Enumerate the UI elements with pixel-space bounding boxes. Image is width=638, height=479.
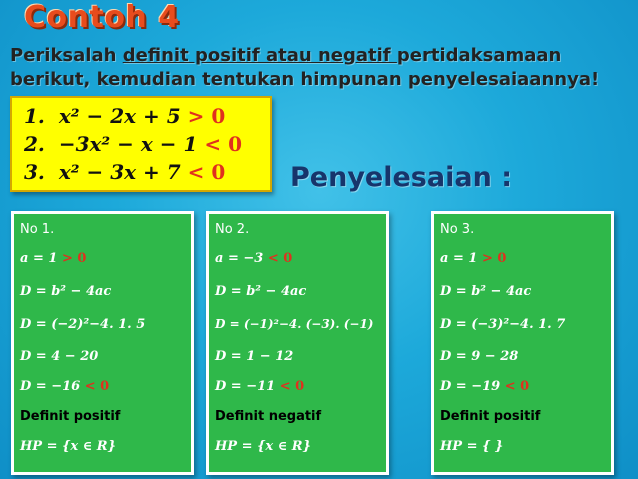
- solution-1-conclusion: Definit positif: [20, 409, 121, 424]
- solution-1-d-result: [20, 379, 109, 394]
- problem-1-number: 1.: [24, 104, 45, 128]
- problem-2-relation: < 0: [204, 132, 243, 156]
- solution-1-d-formula: D = b² − 4ac: [20, 284, 112, 299]
- problem-3-relation: < 0: [187, 160, 226, 184]
- solution-1-a-value: a = 1: [20, 251, 58, 266]
- solution-box-3: [431, 211, 614, 475]
- problem-1-expression: x² − 2x + 5: [58, 104, 181, 128]
- solution-3-a-relation: > 0: [481, 251, 507, 266]
- instruction-part1: Periksalah: [10, 45, 123, 66]
- solution-heading: Penyelesaian :: [290, 162, 512, 193]
- problem-2-expression: −3x² − x − 1: [58, 132, 198, 156]
- solution-3-hp: HP = { }: [440, 439, 504, 454]
- solution-2-d-formula: D = b² − 4ac: [215, 284, 307, 299]
- solution-3-header: No 3.: [440, 222, 475, 237]
- solution-2-header: No 2.: [215, 222, 250, 237]
- solution-2-conclusion: Definit negatif: [215, 409, 322, 424]
- solution-1-d-calc: D = 4 − 20: [20, 349, 99, 364]
- instruction-part2: pertidaksamaan berikut, kemudian tentukan himpunan penyelesaiaannya!: [10, 45, 600, 90]
- problem-3-number: 3.: [24, 160, 45, 184]
- solution-3-d-formula: D = b² − 4ac: [440, 284, 532, 299]
- problem-2: [24, 130, 242, 158]
- solution-3-d-substitution: D = (−3)²−4. 1. 7: [440, 317, 566, 332]
- solution-1-d-substitution: D = (−2)²−4. 1. 5: [20, 317, 146, 332]
- solution-2-d-substitution: D = (−1)²−4. (−3). (−1): [215, 317, 374, 331]
- solution-1-header: No 1.: [20, 222, 55, 237]
- solution-1-a-relation: > 0: [61, 251, 87, 266]
- solution-1-d-relation: < 0: [84, 379, 110, 394]
- solution-1-hp: HP = {x ∈ R}: [20, 439, 116, 454]
- problem-3: [24, 158, 225, 186]
- problem-2-number: 2.: [24, 132, 45, 156]
- solution-3-conclusion: Definit positif: [440, 409, 541, 424]
- solution-3-d-value: D = −19: [440, 379, 501, 394]
- solution-3-d-result: [440, 379, 529, 394]
- slide-title: Contoh 4: [24, 0, 180, 35]
- solution-3-a-value: a = 1: [440, 251, 478, 266]
- problem-1-relation: > 0: [187, 104, 226, 128]
- solution-2-d-result: [215, 379, 304, 394]
- solution-2-a-relation: < 0: [267, 251, 293, 266]
- solution-2-d-relation: < 0: [279, 379, 305, 394]
- instruction-underlined: definit positif atau negatif: [122, 45, 397, 66]
- problem-list: [10, 96, 272, 192]
- problem-1: [24, 102, 225, 130]
- solution-3-d-calc: D = 9 − 28: [440, 349, 519, 364]
- solution-2-a-value: a = −3: [215, 251, 264, 266]
- solution-2-d-value: D = −11: [215, 379, 276, 394]
- solution-3-a: [440, 251, 506, 266]
- solution-2-d-calc: D = 1 − 12: [215, 349, 294, 364]
- solution-1-a: [20, 251, 86, 266]
- problem-instruction: [10, 44, 630, 92]
- solution-2-hp: HP = {x ∈ R}: [215, 439, 311, 454]
- solution-1-d-value: D = −16: [20, 379, 81, 394]
- problem-3-expression: x² − 3x + 7: [58, 160, 181, 184]
- solution-2-a: [215, 251, 292, 266]
- solution-3-d-relation: < 0: [504, 379, 530, 394]
- solution-box-2: [206, 211, 389, 475]
- solution-box-1: [11, 211, 194, 475]
